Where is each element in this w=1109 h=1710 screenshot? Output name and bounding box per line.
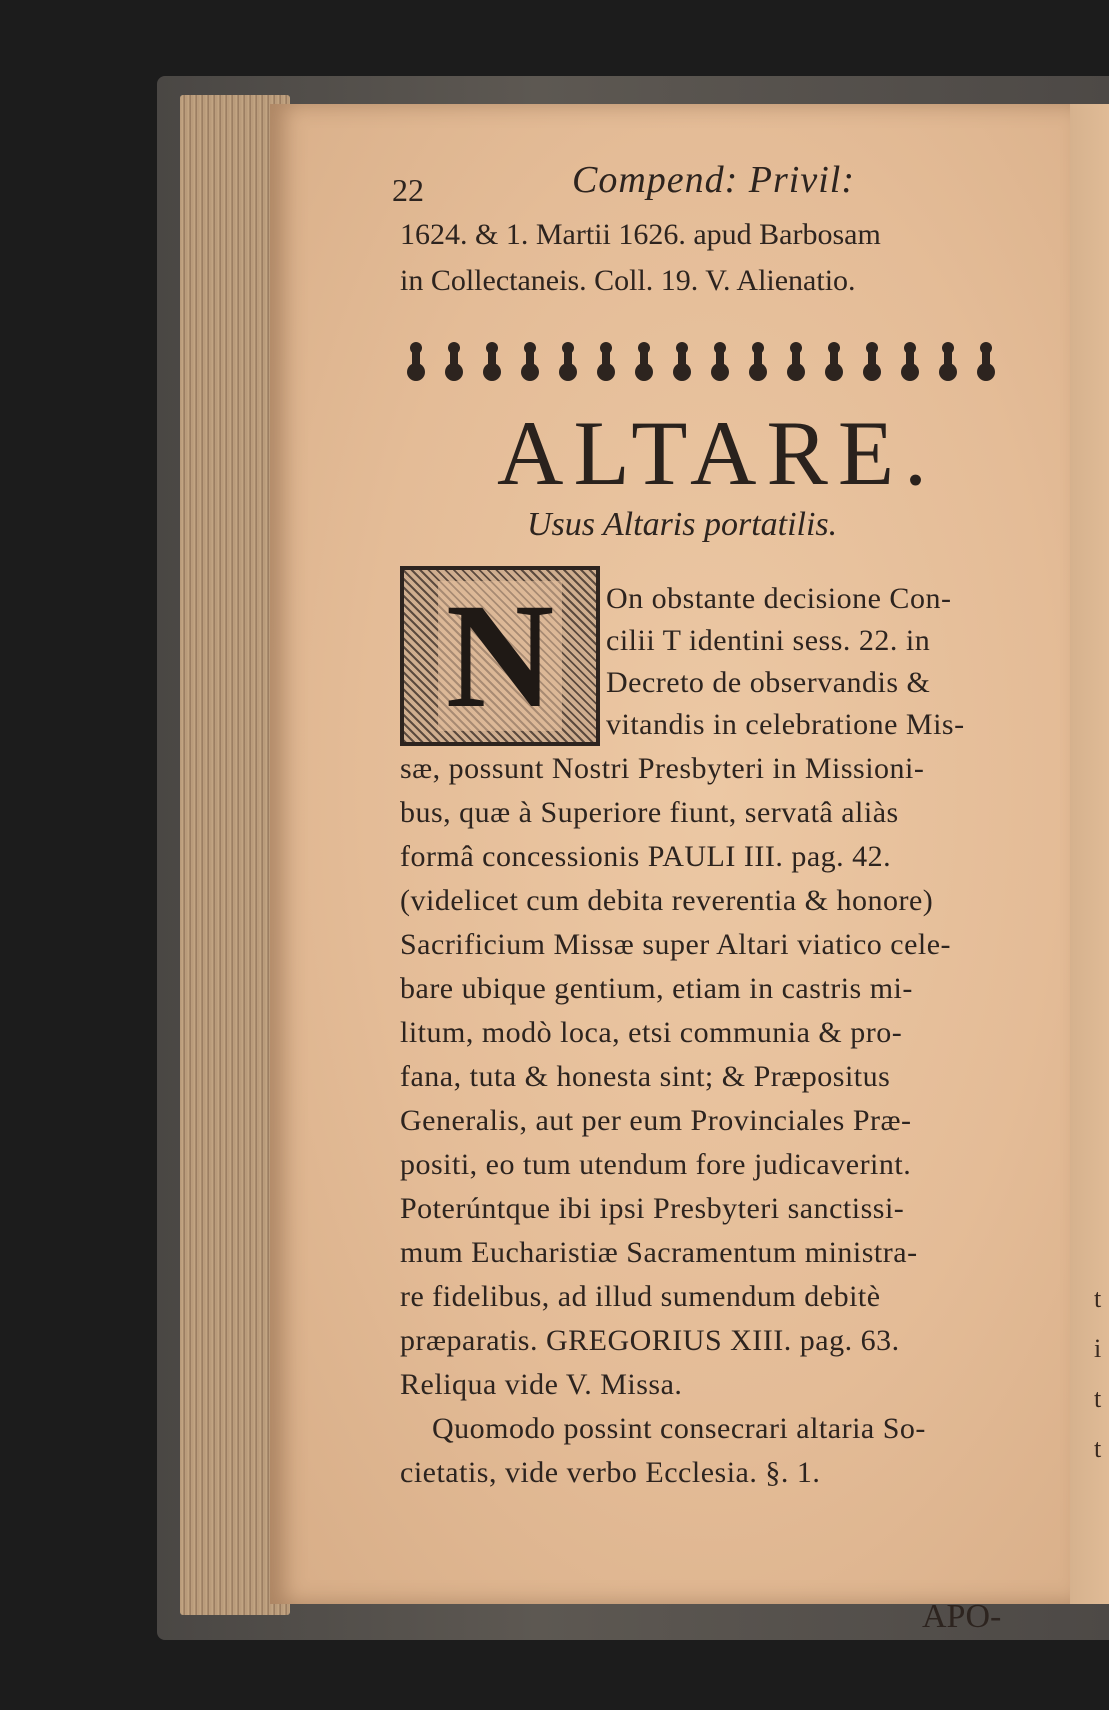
body-line: positi, eo tum utendum fore judicaverint. <box>400 1148 912 1181</box>
body-line: cietatis, vide verbo Ecclesia. §. 1. <box>400 1456 821 1489</box>
body-line: præparatis. GREGORIUS XIII. pag. 63. <box>400 1324 900 1357</box>
ornament-band <box>398 340 1018 390</box>
body-line: formâ concessionis PAULI III. pag. 42. <box>400 840 892 873</box>
drop-cap-frame <box>400 566 600 746</box>
body-line: litum, modò loca, etsi communia & pro- <box>400 1016 903 1049</box>
body-line: Sacrificium Missæ super Altari viatico cele- <box>400 928 952 961</box>
body-line: fana, tuta & honesta sint; & Præpositus <box>400 1060 891 1093</box>
body-line: mum Eucharistiæ Sacramentum ministra- <box>400 1236 918 1269</box>
ornament-motif <box>977 342 995 381</box>
ornament-motif <box>901 342 919 381</box>
ornament-motif <box>407 342 425 381</box>
ornament-motif <box>711 342 729 381</box>
body-line: cilii T identini sess. 22. in <box>606 624 931 657</box>
ornament-motif <box>597 342 615 381</box>
adjacent-page-glyph: t <box>1094 1384 1102 1413</box>
section-title: ALTARE. <box>497 402 938 504</box>
ornament-motif <box>483 342 501 381</box>
ornament-motif <box>825 342 843 381</box>
ornament-motif <box>445 342 463 381</box>
body-line: Decreto de observandis & <box>606 666 931 699</box>
body-line: Poterúntque ibi ipsi Presbyteri sanctissi- <box>400 1192 905 1225</box>
body-line: Reliqua vide V. Missa. <box>400 1368 683 1401</box>
ornament-motif <box>521 342 539 381</box>
ornament-motif <box>749 342 767 381</box>
ornament-motif <box>939 342 957 381</box>
catchword: APO- <box>922 1598 1002 1635</box>
running-title: Compend: Privil: <box>572 159 856 201</box>
body-line: bus, quæ à Superiore fiunt, servatâ aliàs <box>400 796 899 829</box>
body-line: On obstante decisione Con- <box>606 582 952 615</box>
body-line: Quomodo possint consecrari altaria So- <box>400 1412 926 1445</box>
body-line: bare ubique gentium, etiam in castris mi- <box>400 972 913 1005</box>
adjacent-page-glyph: i <box>1094 1334 1102 1363</box>
ornament-motif <box>635 342 653 381</box>
ornament-motif <box>787 342 805 381</box>
adjacent-page-glyph: t <box>1094 1434 1102 1463</box>
ornament-motif <box>863 342 881 381</box>
section-subtitle: Usus Altaris portatilis. <box>527 506 838 543</box>
drop-cap-letter: N <box>438 581 562 731</box>
body-line: sæ, possunt Nostri Presbyteri in Missioni- <box>400 752 925 785</box>
continuation-line: in Collectaneis. Coll. 19. V. Alienatio. <box>400 264 856 297</box>
body-line: re fidelibus, ad illud sumendum debitè <box>400 1280 881 1313</box>
body-line: Generalis, aut per eum Provinciales Præ- <box>400 1104 912 1137</box>
body-line: vitandis in celebratione Mis- <box>606 708 965 741</box>
page-number: 22 <box>392 172 424 208</box>
continuation-line: 1624. & 1. Martii 1626. apud Barbosam <box>400 218 881 251</box>
ornament-motif <box>673 342 691 381</box>
body-line: (videlicet cum debita reverentia & honore) <box>400 884 934 917</box>
adjacent-page-glyph: t <box>1094 1284 1102 1313</box>
ornament-motif <box>559 342 577 381</box>
